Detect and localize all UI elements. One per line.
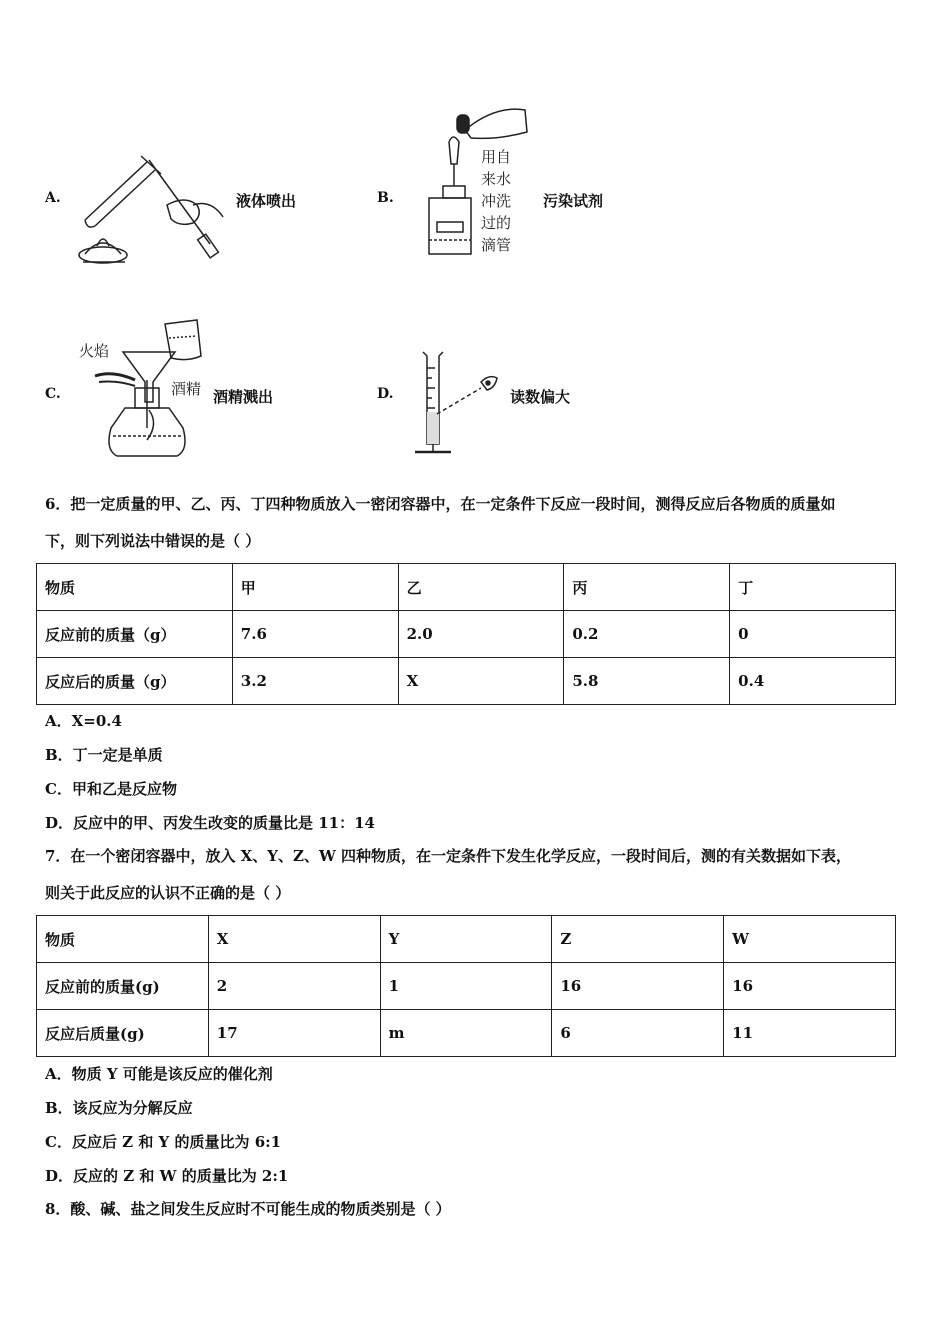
question-6-line-2: 下，则下列说法中错误的是（ ） (45, 532, 261, 550)
table-cell: 物质 (37, 916, 209, 963)
option-a-caption: 液体喷出 (236, 192, 297, 210)
table-cell: 16 (724, 963, 896, 1010)
question-6-line-1: 6．把一定质量的甲、乙、丙、丁四种物质放入一密闭容器中，在一定条件下反应一段时间，测得反应后各物质的质量如 (45, 495, 836, 513)
table-header-row (37, 916, 896, 963)
table-cell: 11 (724, 1010, 896, 1057)
table-cell: 乙 (398, 564, 564, 611)
table-row (37, 1010, 896, 1057)
table-header-row (37, 564, 896, 611)
question-8-line-1: 8．酸、碱、盐之间发生反应时不可能生成的物质类别是（ ） (45, 1200, 451, 1218)
question-7-option-c: C．反应后 Z 和 Y 的质量比为 6:1 (45, 1133, 282, 1151)
option-b-label: B. (377, 190, 394, 206)
option-c-caption: 酒精溅出 (213, 388, 274, 406)
table-cell: 0.2 (564, 611, 730, 658)
table-cell: 7.6 (232, 611, 398, 658)
table-cell: Z (552, 916, 724, 963)
question-6-table (36, 563, 896, 705)
table-cell: 反应前的质量（g） (37, 611, 233, 658)
heating-test-tube-figure (75, 150, 225, 265)
question-7-line-1: 7．在一个密闭容器中，放入 X、Y、Z、W 四种物质，在一定条件下发生化学反应，一段时间后，测的有关数据如下表， (45, 847, 852, 865)
question-7-option-a: A．物质 Y 可能是该反应的催化剂 (45, 1065, 273, 1083)
alcohol-annotation: 酒精 (171, 380, 202, 398)
table-row (37, 658, 896, 705)
table-cell: 2 (208, 963, 380, 1010)
table-cell: 6 (552, 1010, 724, 1057)
question-7-table (36, 915, 896, 1057)
table-cell: X (208, 916, 380, 963)
table-cell: X (398, 658, 564, 705)
table-cell: 丙 (564, 564, 730, 611)
table-cell: 3.2 (232, 658, 398, 705)
table-cell: W (724, 916, 896, 963)
option-d-label: D. (377, 386, 394, 402)
table-cell: 反应后的质量（g） (37, 658, 233, 705)
option-a-label: A. (45, 190, 61, 206)
question-6-option-b: B．丁一定是单质 (45, 746, 163, 764)
table-cell: m (380, 1010, 552, 1057)
annotation-line: 来水 (481, 170, 512, 188)
table-cell: 16 (552, 963, 724, 1010)
table-cell: 0 (730, 611, 896, 658)
question-6-option-d: D．反应中的甲、丙发生改变的质量比是 11：14 (45, 814, 375, 832)
option-c-label: C. (45, 386, 61, 402)
dropper-annotation (481, 146, 521, 256)
annotation-line: 冲洗 (481, 192, 512, 210)
table-cell: 1 (380, 963, 552, 1010)
table-cell: 甲 (232, 564, 398, 611)
table-cell: Y (380, 916, 552, 963)
question-7-option-d: D．反应的 Z 和 W 的质量比为 2:1 (45, 1167, 289, 1185)
table-cell: 反应后质量(g) (37, 1010, 209, 1057)
table-cell: 5.8 (564, 658, 730, 705)
option-d-caption: 读数偏大 (510, 388, 571, 406)
table-row (37, 963, 896, 1010)
annotation-line: 过的 (481, 214, 512, 232)
table-cell: 0.4 (730, 658, 896, 705)
table-cell: 反应前的质量(g) (37, 963, 209, 1010)
table-cell: 2.0 (398, 611, 564, 658)
question-6-option-a: A．X=0.4 (45, 712, 122, 730)
flame-annotation: 火焰 (79, 342, 110, 360)
question-6-option-c: C．甲和乙是反应物 (45, 780, 177, 798)
annotation-line: 用自 (481, 148, 512, 166)
table-cell: 17 (208, 1010, 380, 1057)
question-7-line-2: 则关于此反应的认识不正确的是（ ） (45, 884, 291, 902)
annotation-line: 滴管 (481, 236, 512, 254)
table-cell: 丁 (730, 564, 896, 611)
table-cell: 物质 (37, 564, 233, 611)
table-row (37, 611, 896, 658)
graduated-cylinder-figure (405, 348, 505, 458)
question-7-option-b: B．该反应为分解反应 (45, 1099, 193, 1117)
option-b-caption: 污染试剂 (543, 192, 604, 210)
